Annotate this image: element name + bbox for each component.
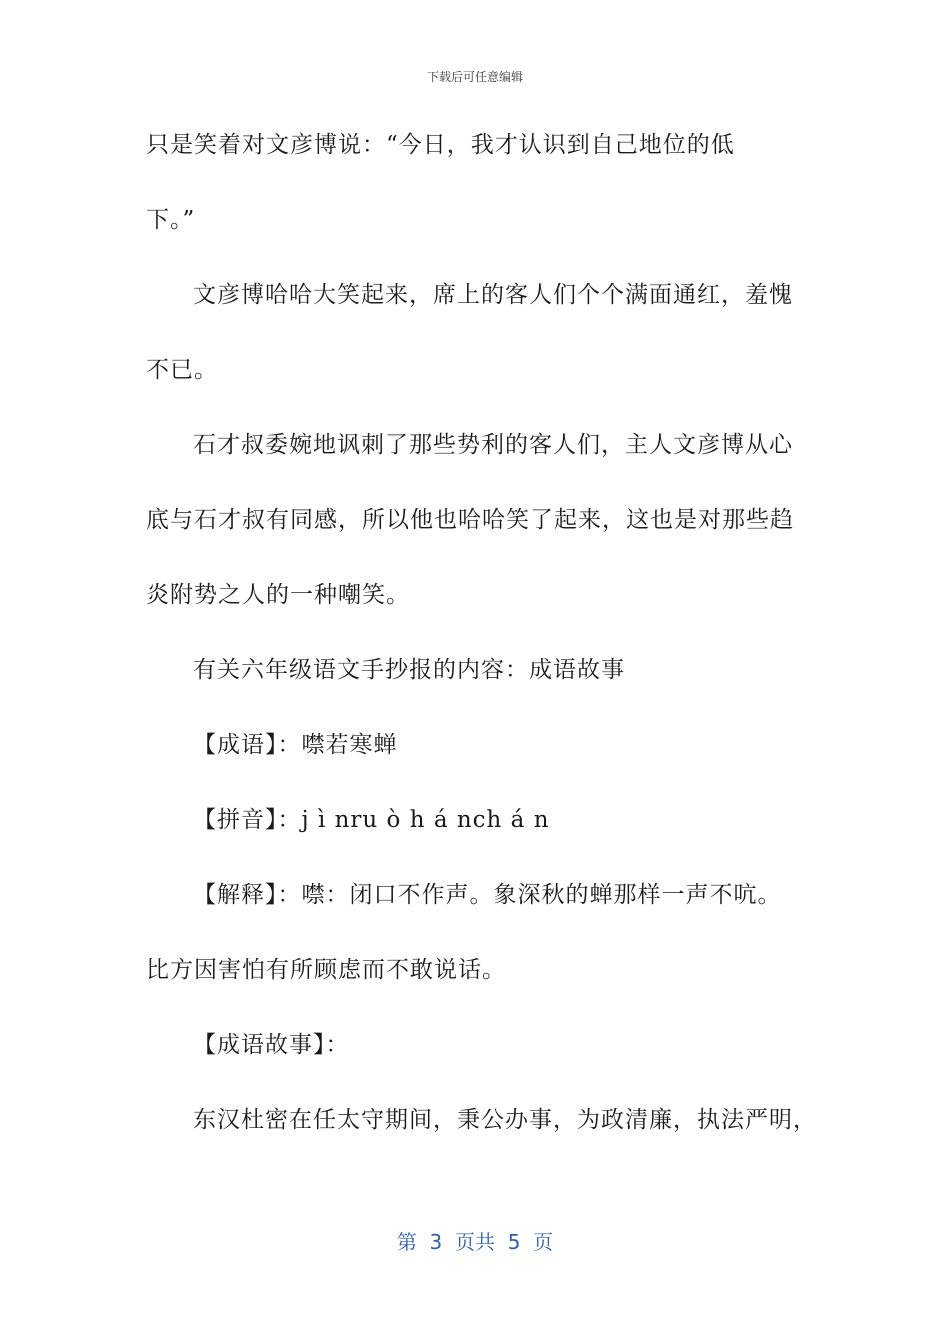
body-line: 底与石才叔有同感，所以他也哈哈笑了起来，这也是对那些趋 [146,507,794,533]
body-line: 【成语故事】： [193,1032,350,1058]
body-line: 不已。 [146,357,218,383]
body-line: 石才叔委婉地讽刺了那些势利的客人们，主人文彦博从心 [193,432,793,458]
body-line: 比方因害怕有所顾虑而不敢说话。 [146,957,506,983]
body-line: 文彦博哈哈大笑起来，席上的客人们个个满面通红，羞愧 [193,282,793,308]
body-line: 【解释】：噤：闭口不作声。象深秋的蝉那样一声不吭。 [193,882,782,908]
page-number: 第 3 页共 5 页 [396,1230,554,1254]
page-header: 下载后可任意编辑 [426,70,523,84]
body-line: 只是笑着对文彦博说：“今日，我才认识到自己地位的低 [146,132,735,158]
body-line: 【成语】：噤若寒蝉 [193,732,398,758]
body-line: 有关六年级语文手抄报的内容：成语故事 [193,657,625,683]
body-line: 炎附势之人的一种嘲笑。 [146,582,410,608]
body-line: 下。” [146,207,196,233]
body-line: 东汉杜密在任太守期间，秉公办事，为政清廉，执法严明， [193,1107,817,1133]
body-line: 【拼音】：j ì nru ò h á nch á n [193,807,550,833]
